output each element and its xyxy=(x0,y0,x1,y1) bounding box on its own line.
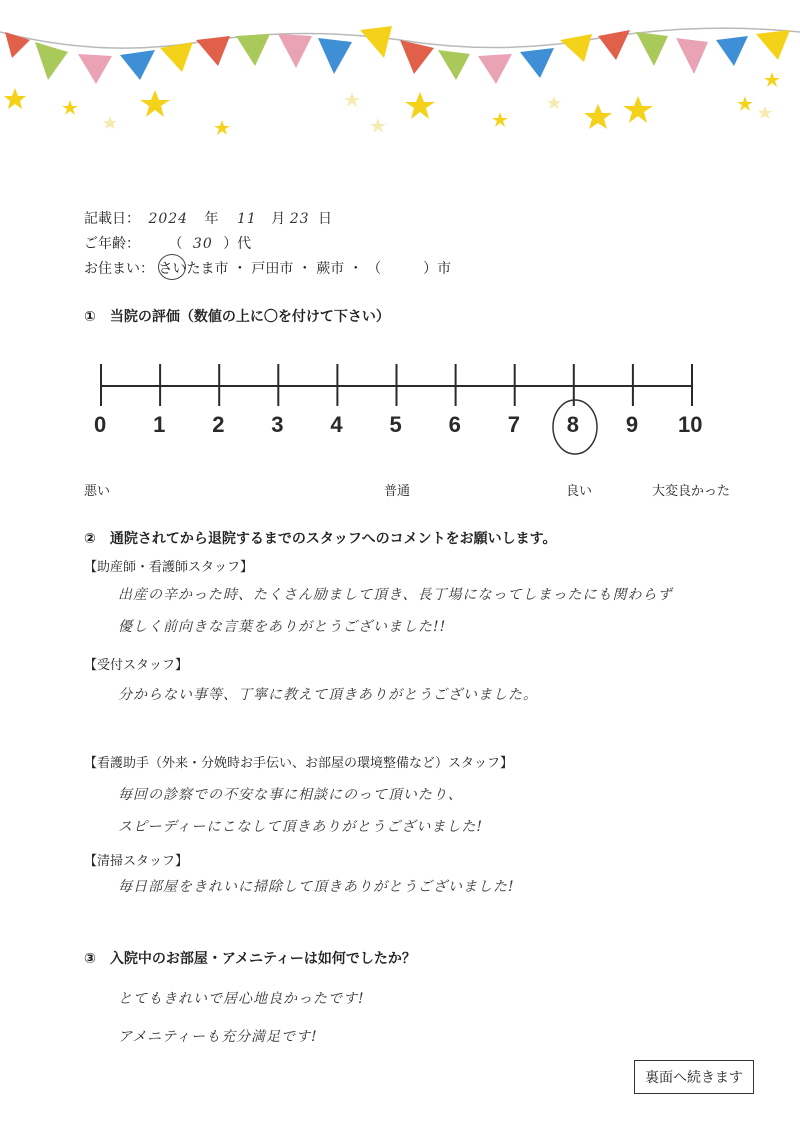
rating-scale xyxy=(0,350,800,460)
age-value: 30 xyxy=(192,236,213,252)
age-row xyxy=(84,233,251,253)
scale-tick-label-7: 7 xyxy=(507,412,520,437)
scale-tick-label-3: 3 xyxy=(271,412,284,437)
date-month-value: 11 xyxy=(237,211,257,227)
stars xyxy=(4,72,780,135)
comment-cleaning-line1: 毎日部屋をきれいに掃除して頂きありがとうございました! xyxy=(118,879,515,895)
scale-word-very-good: 大変良かった xyxy=(652,484,731,499)
age-close: ）代 xyxy=(223,236,252,252)
comment-assistant-line2: スピーディーにこなして頂きありがとうございました! xyxy=(118,819,483,835)
age-label: ご年齢： xyxy=(84,236,140,252)
date-label: 記載日： xyxy=(84,211,140,227)
scale-tick-label-1: 1 xyxy=(153,412,166,437)
comment-reception-line1: 分からない事等、丁寧に教えて頂きありがとうございました。 xyxy=(118,687,538,703)
scale-word-good: 良い xyxy=(566,484,593,499)
stars-faded xyxy=(103,92,772,133)
date-day-value: 23 xyxy=(289,211,310,227)
scale-tick-label-10: 10 xyxy=(678,412,703,437)
date-year-unit: 年 xyxy=(204,211,219,227)
scale-tick-label-2: 2 xyxy=(212,412,225,437)
bunting-flags xyxy=(5,26,790,84)
section2-title: ② 通院されてから退院するまでのスタッフへのコメントをお願いします。 xyxy=(84,531,557,547)
scale-tick-label-9: 9 xyxy=(625,412,639,437)
scale-tick-label-5: 5 xyxy=(389,412,402,437)
comment-room-line2: アメニティーも充分満足です! xyxy=(118,1029,318,1045)
scale-tick-label-4: 4 xyxy=(330,412,343,437)
comment-midwife-line2: 優しく前向きな言葉をありがとうございました!! xyxy=(118,619,447,635)
residence-label: お住まい： xyxy=(84,261,154,277)
scale-tick-label-8: 8 xyxy=(566,412,580,437)
comment-midwife-line1: 出産の辛かった時、たくさん励まして頂き、長丁場になってしまったにも関わらず xyxy=(118,587,673,603)
comment-assistant-line1: 毎回の診察での不安な事に相談にのって頂いたり、 xyxy=(118,787,463,803)
scale-tick-label-6: 6 xyxy=(448,412,461,437)
date-year-value: 2024 xyxy=(148,211,189,227)
scale-word-bad: 悪い xyxy=(84,484,111,499)
comment-room-line1: とてもきれいで居心地良かったです! xyxy=(118,991,365,1007)
residence-row xyxy=(84,258,451,278)
date-month-unit: 月 xyxy=(271,211,286,227)
staff-heading-reception: 【受付スタッフ】 xyxy=(84,658,189,673)
scale-tick-label-0: 0 xyxy=(94,412,107,437)
staff-heading-cleaning: 【清掃スタッフ】 xyxy=(84,854,189,869)
scale-word-normal: 普通 xyxy=(384,484,411,499)
staff-heading-midwife: 【助産師・看護師スタッフ】 xyxy=(84,560,254,575)
residence-options: さいたま市 ・ 戸田市 ・ 蕨市 ・ （ ）市 xyxy=(158,261,452,277)
date-day-unit: 日 xyxy=(318,211,333,227)
continue-on-back-box: 裏面へ続きます xyxy=(634,1060,754,1094)
date-row xyxy=(84,208,332,228)
residence-selected-circle xyxy=(158,254,186,280)
section3-title: ③ 入院中のお部屋・アメニティーは如何でしたか？ xyxy=(84,951,416,967)
section1-title: ① 当院の評価（数値の上に〇を付けて下さい） xyxy=(84,309,390,325)
bunting-decoration xyxy=(0,0,800,150)
staff-heading-assistant: 【看護助手（外来・分娩時お手伝い、お部屋の環境整備など）スタッフ】 xyxy=(84,756,514,771)
age-open: （ xyxy=(168,236,183,252)
